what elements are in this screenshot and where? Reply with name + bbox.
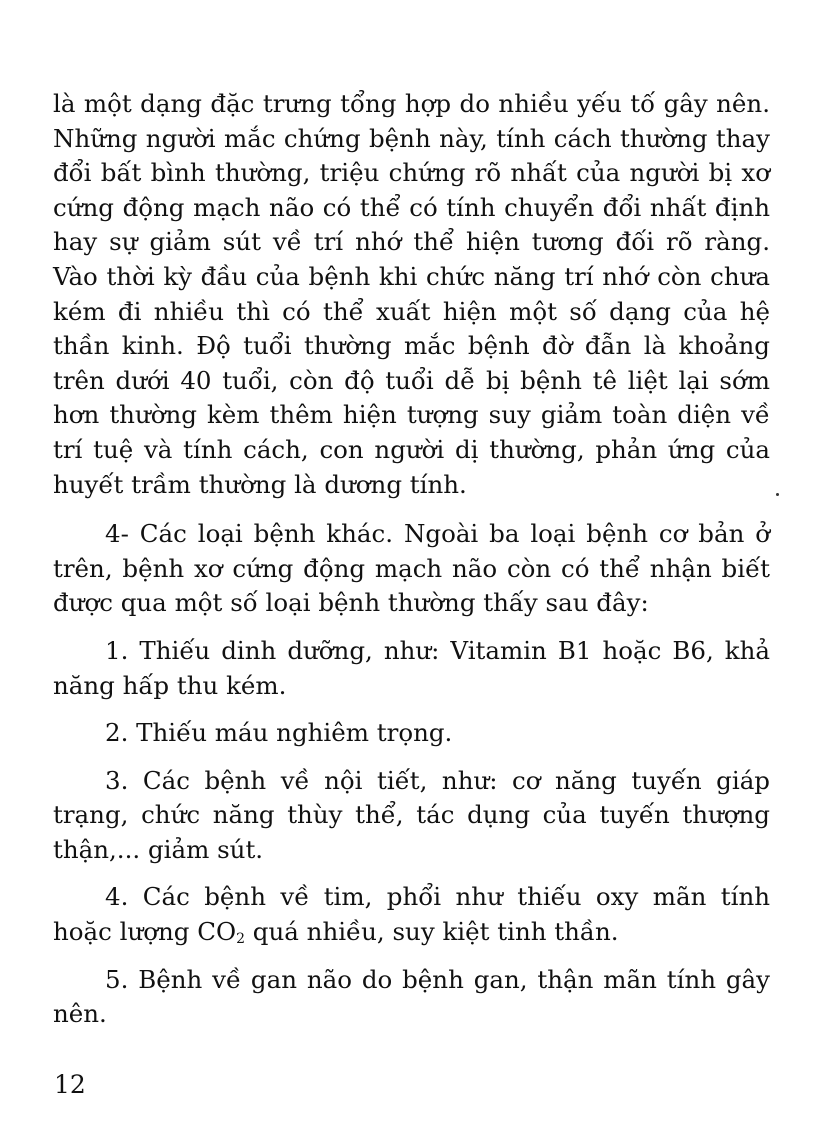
- list-item-endocrine: 3. Các bệnh về nội tiết, như: cơ năng tuyến giáp trạng, chức năng thùy thể, tác dụng của tuyến thượng thận,... giảm sút.: [53, 765, 770, 864]
- page-number: 12: [54, 1070, 86, 1099]
- scan-speck: [776, 493, 779, 496]
- list-item-anemia: 2. Thiếu máu nghiêm trọng.: [105, 718, 453, 748]
- list-item-heart-lung-text-end: quá nhiều, suy kiệt tinh thần.: [245, 917, 619, 947]
- paragraph-other-diseases-intro: 4- Các loại bệnh khác. Ngoài ba loại bệnh cơ bản ở trên, bệnh xơ cứng động mạch não còn có thể nhận biết được qua một số loại bệnh thường thấy sau đây:: [53, 519, 770, 618]
- list-item-heart-lung-text-start: 4. Các bệnh về tim, phổi như thiếu oxy mãn tính hoặc lượng CO: [53, 882, 770, 947]
- list-item-liver: 5. Bệnh về gan não do bệnh gan, thận mãn tính gây nên.: [53, 964, 770, 1029]
- paragraph-dementia-description: là một dạng đặc trưng tổng hợp do nhiều yếu tố gây nên. Những người mắc chứng bệnh này, tính cách thường thay đổi bất bình thường, triệu chứng rõ nhất của người bị xơ cứng động mạch não có thể có tính chuyển đổi nhất định hay sự giảm sút về trí nhớ thể hiện tương đối rõ ràng. Vào thời kỳ đầu của bệnh khi chức năng trí nhớ còn chưa kém đi nhiều thì có thể xuất hiện một số dạng của hệ thần kinh. Độ tuổi thường mắc bệnh đờ đẫn là khoảng trên dưới 40 tuổi, còn độ tuổi dễ bị bệnh tê liệt lại sớm hơn thường kèm thêm hiện tượng suy giảm toàn diện về trí tuệ và tính cách, con người dị thường, phản ứng của huyết trầm thường là dương tính.: [53, 89, 770, 499]
- list-item-malnutrition: 1. Thiếu dinh dưỡng, như: Vitamin B1 hoặc B6, khả năng hấp thu kém.: [53, 635, 770, 700]
- list-item-heart-lung: [53, 880, 770, 949]
- co2-subscript: 2: [236, 931, 246, 948]
